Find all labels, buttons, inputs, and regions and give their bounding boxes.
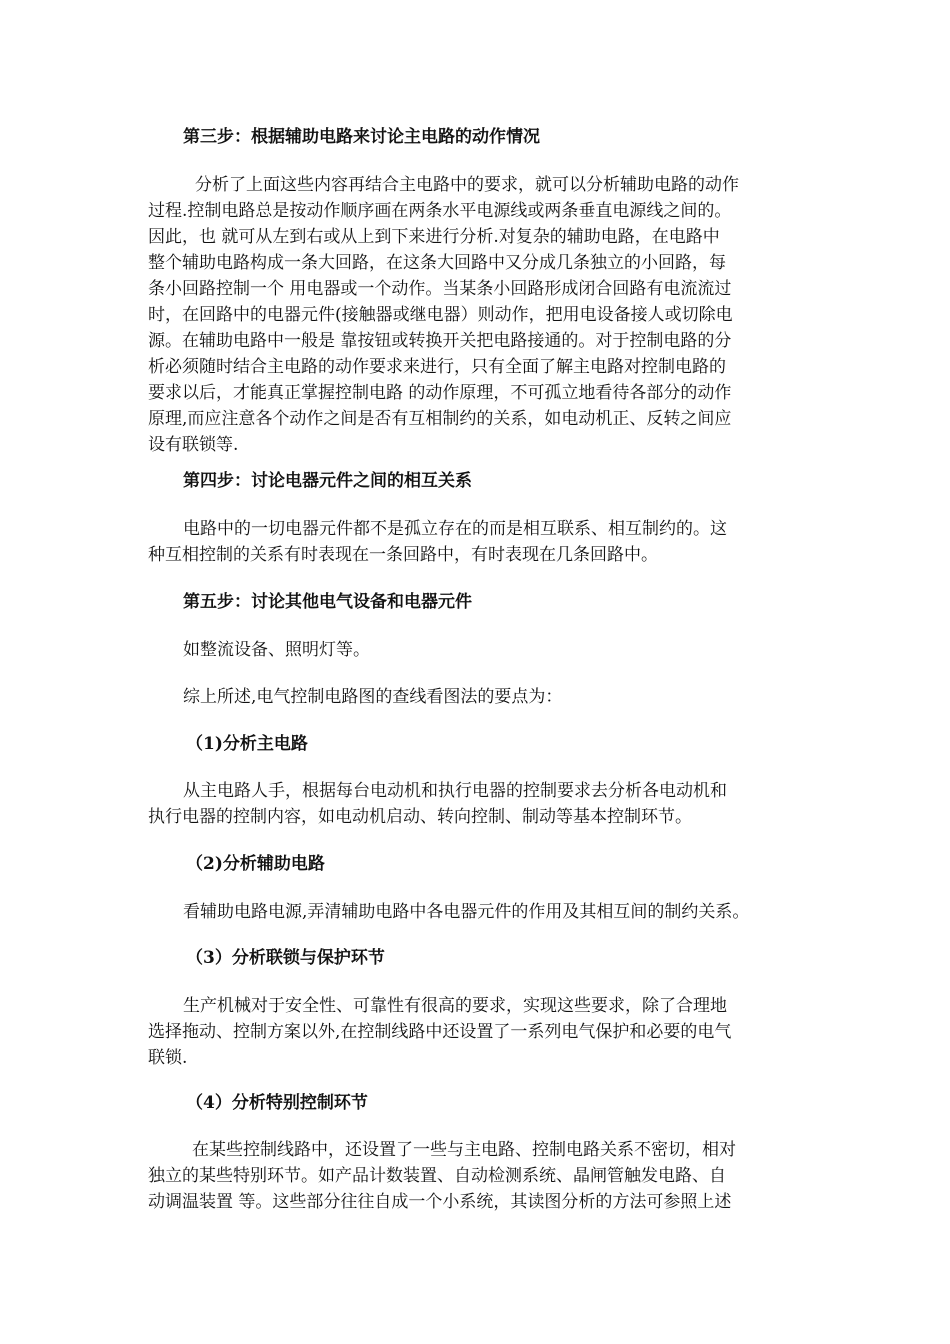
step4-heading: 第四步：讨论电器元件之间的相互关系 bbox=[183, 471, 472, 491]
step3-line-8: 析必须随时结合主电路的动作要求来进行，只有全面了解主电路对控制电路的 bbox=[148, 357, 726, 377]
step3-heading: 第三步：根据辅助电路来讨论主电路的动作情况 bbox=[183, 127, 540, 147]
section3-line-2: 选择拖动、控制方案以外,在控制线路中还设置了一系列电气保护和必要的电气 bbox=[148, 1022, 732, 1042]
section1-heading: （1)分析主电路 bbox=[186, 734, 308, 754]
section3-heading: （3）分析联锁与保护环节 bbox=[186, 948, 385, 968]
section1-line-1: 从主电路人手，根据每台电动机和执行电器的控制要求去分析各电动机和 bbox=[183, 781, 727, 801]
step5-heading: 第五步：讨论其他电气设备和电器元件 bbox=[183, 592, 472, 612]
section4-line-1: 在某些控制线路中，还设置了一些与主电路、控制电路关系不密切，相对 bbox=[192, 1140, 736, 1160]
step3-line-5: 条小回路控制一个 用电器或一个动作。当某条小回路形成闭合回路有电流流过 bbox=[148, 279, 732, 299]
step3-line-6: 时，在回路中的电器元件(接触器或继电器）则动作，把用电设备接人或切除电 bbox=[148, 305, 733, 325]
section2-heading: （2)分析辅助电路 bbox=[186, 854, 325, 874]
section3-line-1: 生产机械对于安全性、可靠性有很高的要求，实现这些要求，除了合理地 bbox=[183, 996, 727, 1016]
step3-line-7: 源。在辅助电路中一般是 靠按钮或转换开关把电路接通的。对于控制电路的分 bbox=[148, 331, 732, 351]
section4-heading: （4）分析特别控制环节 bbox=[186, 1093, 368, 1113]
step3-line-11: 设有联锁等. bbox=[148, 435, 239, 455]
section4-line-2: 独立的某些特别环节。如产品计数装置、自动检测系统、晶闸管触发电路、自 bbox=[148, 1166, 726, 1186]
step5-text: 如整流设备、照明灯等。 bbox=[183, 640, 370, 660]
step3-line-9: 要求以后，才能真正掌握控制电路 的动作原理，不可孤立地看待各部分的动作 bbox=[148, 383, 732, 403]
summary-text: 综上所述,电气控制电路图的查线看图法的要点为： bbox=[183, 687, 563, 707]
section4-line-3: 动调温装置 等。这些部分往往自成一个小系统，其读图分析的方法可参照上述 bbox=[148, 1192, 732, 1212]
section1-line-2: 执行电器的控制内容，如电动机启动、转向控制、制动等基本控制环节。 bbox=[148, 807, 692, 827]
step3-line-3: 因此，也 就可从左到右或从上到下来进行分析.对复杂的辅助电路，在电路中 bbox=[148, 227, 720, 247]
step3-line-10: 原理,而应注意各个动作之间是否有互相制约的关系，如电动机正、反转之间应 bbox=[148, 409, 732, 429]
step3-line-1: 分析了上面这些内容再结合主电路中的要求，就可以分析辅助电路的动作 bbox=[195, 175, 739, 195]
step3-line-2: 过程.控制电路总是按动作顺序画在两条水平电源线或两条垂直电源线之间的。 bbox=[148, 201, 732, 221]
section2-text: 看辅助电路电源,弄清辅助电路中各电器元件的作用及其相互间的制约关系。 bbox=[183, 902, 750, 922]
step4-line-1: 电路中的一切电器元件都不是孤立存在的而是相互联系、相互制约的。这 bbox=[183, 519, 727, 539]
step3-line-4: 整个辅助电路构成一条大回路，在这条大回路中又分成几条独立的小回路，每 bbox=[148, 253, 726, 273]
section3-line-3: 联锁. bbox=[148, 1048, 188, 1068]
step4-line-2: 种互相控制的关系有时表现在一条回路中，有时表现在几条回路中。 bbox=[148, 545, 658, 565]
